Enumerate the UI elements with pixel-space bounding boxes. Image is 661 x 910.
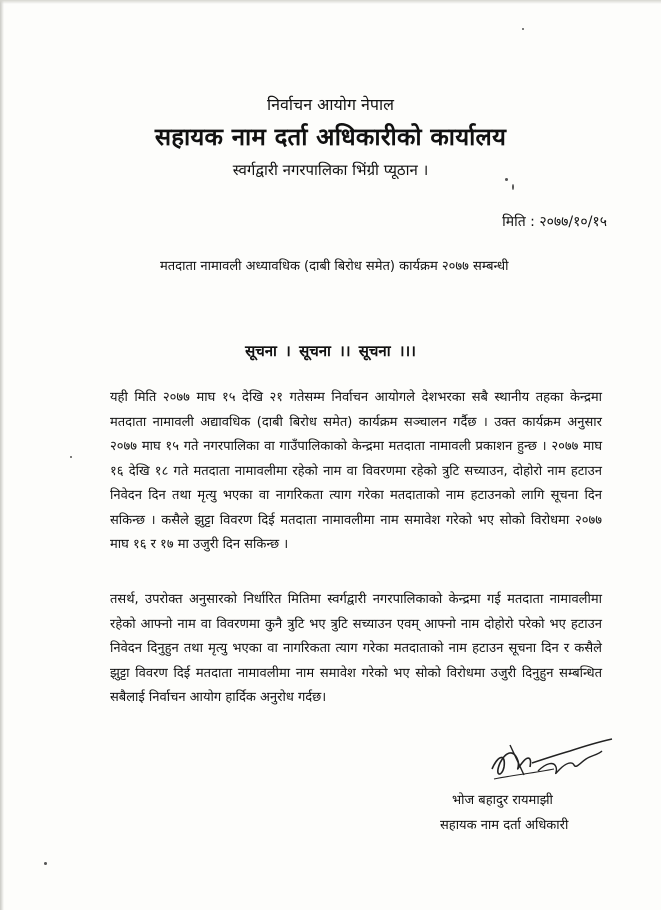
scan-speck — [512, 184, 514, 190]
handwritten-signature — [484, 733, 624, 791]
notice-heading: सूचना । सूचना ।। सूचना ।।। — [245, 342, 416, 360]
page-edge-shadow-top — [0, 0, 661, 4]
signer-title: सहायक नाम दर्ता अधिकारी — [440, 818, 569, 833]
subject-line: मतदाता नामावली अध्यावधिक (दाबी बिरोध समेत) कार्यक्रम २०७७ सम्बन्धी — [160, 259, 509, 274]
scan-speck — [70, 456, 72, 458]
office-name-heading: सहायक नाम दर्ता अधिकारीको कार्यालय — [154, 123, 507, 151]
body-paragraph-2: तसर्थ, उपरोक्त अनुसारको निर्धारित मितिमा स्वर्गद्वारी नगरपालिकाको केन्द्रमा गई मतदाता नामावलीमा रहेको आफ्नो नाम वा विवरणमा कुनै त्रुटि भए त्रुटि सच्याउन एवम् आफ्नो नाम दोहोरो परेको भए हटाउन निवेदन दिनुहुन तथा मृत्यु भएका वा नागरिकता त्याग गरेका मतदाताको नाम हटाउन सूचना दिन र कसैले झुट्टा विवरण दिई मतदाता नामावलीमा नाम समावेश गरेको भए सोको विरोधमा उजुरी दिनुहुन सम्बन्धित सबैलाई निर्वाचन आयोग हार्दिक अनुरोध गर्दछ। — [110, 592, 602, 705]
date-line: मिति : २०७७/१०/१५ — [502, 214, 607, 230]
scan-speck — [505, 178, 508, 181]
scan-speck — [44, 862, 47, 865]
body-paragraph-1: यही मिति २०७७ माघ १५ देखि २१ गतेसम्म निर्वाचन आयोगले देशभरका सबै स्थानीय तहका केन्द्रमा मतदाता नामावली अद्यावधिक (दाबी बिरोध समेत) कार्यक्रम सञ्चालन गर्दैछ । उक्त कार्यक्रम अनुसार २०७७ माघ १५ गते नगरपालिका वा गाउँपालिकाको केन्द्रमा मतदाता नामावली प्रकाशन हुन्छ । २०७७ माघ १६ देखि १८ गते मतदाता नामावलीमा रहेको नाम वा विवरणमा रहेको त्रुटि सच्याउन, दोहोरो नाम हटाउन निवेदन दिन तथा मृत्यु भएका वा नागरिकता त्याग गरेका मतदाताको नाम हटाउनको लागि सूचना दिन सकिन्छ । कसैले झुट्टा विवरण दिई मतदाता नामावलीमा नाम समावेश गरेको भए सोको विरोधमा २०७७ माघ १६ र १७ मा उजुरी दिन सकिन्छ । — [110, 390, 602, 552]
signer-name: भोज बहादुर रायमाझी — [452, 793, 553, 808]
municipality-address: स्वर्गद्वारी नगरपालिका भिंग्री प्यूठान । — [232, 161, 429, 179]
organization-name: निर्वाचन आयोग नेपाल — [266, 95, 395, 114]
scan-speck — [522, 28, 524, 30]
